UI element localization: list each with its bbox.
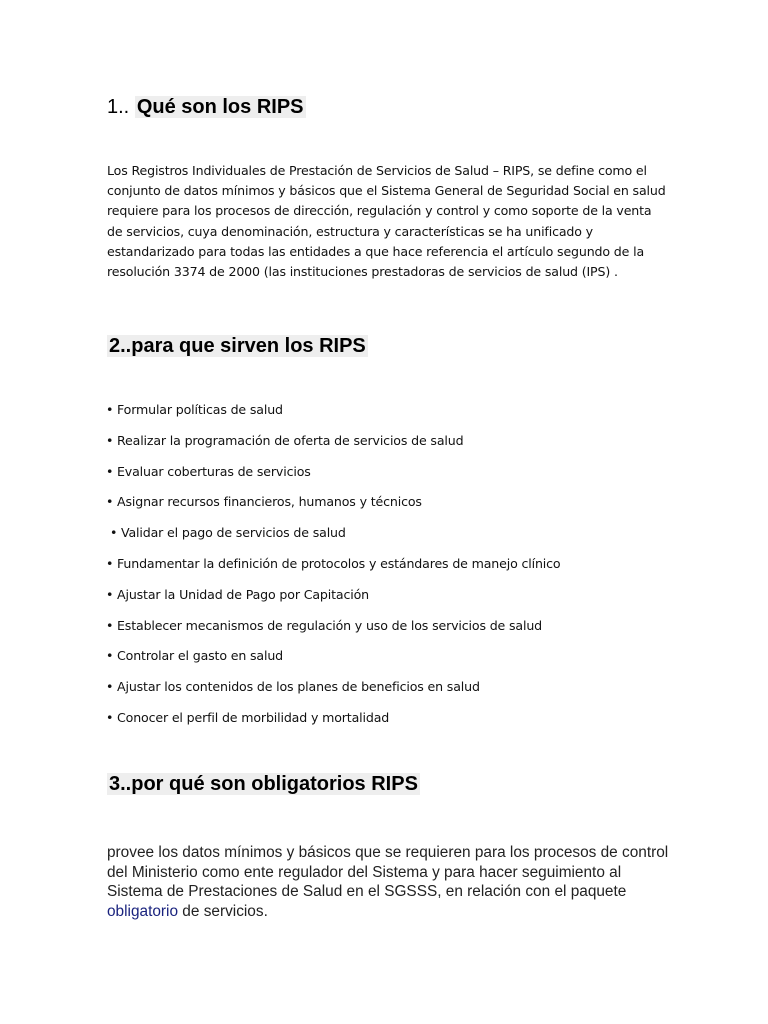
bullet-icon: • [106, 617, 114, 633]
list-item [106, 646, 560, 677]
section-1-title: Qué son los RIPS [136, 96, 304, 118]
list-item-text: Asignar recursos financieros, humanos y técnicos [117, 494, 422, 510]
section-3-heading [107, 770, 420, 798]
section-3-text-start: provee los datos mínimos y básicos que se requieren para los procesos de control del Ministerio como ente regulador del Sistema y para hacer seguimiento al Sistema de Prestaciones de Salud en el SGSSS, en relación con el paquete [107, 844, 669, 900]
section-3-text-end: de servicios. [178, 902, 268, 920]
list-item [106, 585, 560, 616]
bullet-icon: • [106, 463, 114, 479]
bullet-icon: • [106, 709, 114, 725]
list-item-text: Realizar la programación de oferta de servicios de salud [117, 432, 464, 448]
list-item [106, 708, 560, 739]
section-3-title: 3..por qué son obligatorios RIPS [109, 773, 418, 795]
bullet-icon: • [106, 494, 114, 510]
list-item [106, 677, 560, 708]
bullet-icon: • [106, 432, 114, 448]
list-item-text: Ajustar los contenidos de los planes de beneficios en salud [117, 679, 480, 695]
list-item [106, 431, 560, 462]
list-item [106, 554, 560, 585]
obligatorio-link[interactable]: obligatorio [107, 902, 179, 920]
list-item-text: Establecer mecanismos de regulación y uso de los servicios de salud [117, 617, 543, 633]
bullet-icon: • [106, 648, 114, 664]
bullet-icon: • [106, 586, 114, 602]
list-item-text: Validar el pago de servicios de salud [121, 525, 346, 541]
list-item [106, 616, 560, 647]
section-1-number: 1.. [107, 96, 130, 118]
list-item-text: Ajustar la Unidad de Pago por Capitación [117, 586, 369, 602]
uses-list [106, 400, 560, 739]
list-item [106, 523, 560, 554]
section-1-paragraph: Los Registros Individuales de Prestación de Servicios de Salud – RIPS, se define como el conjunto de datos mínimos y básicos que el Sistema General de Seguridad Social en salud requiere para los procesos de dirección, regulación y control y como soporte de la venta de servicios, cuya denominación, estructura y características se ha unificado y estandarizado para todas las entidades a que hace referencia el artículo segundo de la resolución 3374 de 2000 (las instituciones prestadoras de servicios de salud (IPS) . [107, 163, 666, 280]
list-item-text: Formular políticas de salud [117, 402, 283, 417]
bullet-icon: • [110, 525, 118, 541]
section-2-title: 2..para que sirven los RIPS [109, 335, 366, 357]
bullet-icon: • [106, 679, 114, 695]
section-3-paragraph [107, 843, 677, 921]
section-1-heading [107, 93, 306, 121]
list-item [106, 492, 560, 523]
list-item-text: Conocer el perfil de morbilidad y mortalidad [117, 709, 390, 725]
section-2-heading [107, 332, 368, 360]
list-item-text: Controlar el gasto en salud [117, 648, 284, 664]
list-item-text: Evaluar coberturas de servicios [117, 463, 311, 479]
list-item [106, 400, 560, 431]
bullet-icon: • [106, 402, 114, 417]
bullet-icon: • [106, 555, 114, 571]
list-item-text: Fundamentar la definición de protocolos y estándares de manejo clínico [117, 555, 561, 571]
list-item [106, 462, 560, 493]
